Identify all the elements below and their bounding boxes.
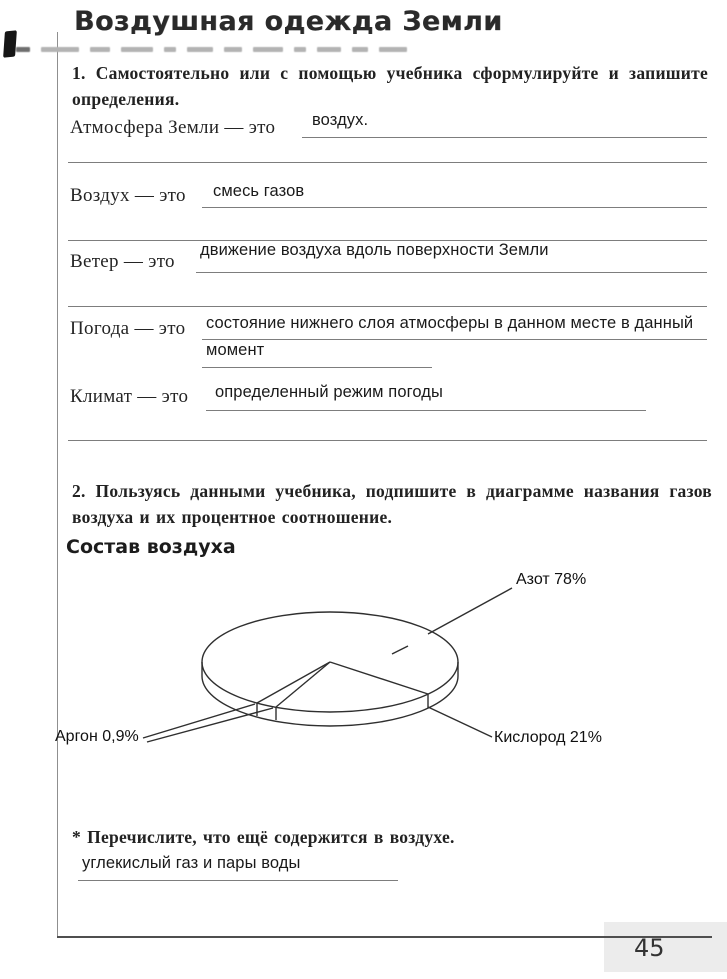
definition-term-climate: Климат — это — [70, 386, 189, 407]
answer-line — [302, 137, 707, 138]
noise-segment — [16, 47, 30, 52]
definition-answer-climate: определенный режим погоды — [215, 383, 443, 401]
definition-answer-atmosphere: воздух. — [312, 111, 369, 129]
extra-task-heading: * Перечислите, что ещё содержится в воздухе. — [72, 827, 455, 847]
definition-answer-air: смесь газов — [213, 182, 305, 200]
nitrogen-callout-line — [428, 588, 512, 634]
scan-shading — [604, 922, 727, 972]
noise-segment — [90, 47, 110, 52]
answer-line — [202, 207, 707, 208]
footer-line — [57, 936, 712, 938]
noise-segment — [187, 47, 213, 52]
noise-segment — [317, 47, 341, 52]
noise-segment — [294, 47, 306, 52]
definition-term-air: Воздух — это — [70, 185, 186, 206]
left-margin-line — [57, 32, 58, 936]
answer-line — [196, 272, 707, 273]
page-number: 45 — [634, 934, 665, 962]
answer-line — [202, 367, 432, 368]
argon-callout-line — [143, 704, 255, 738]
task2-heading: 2. Пользуясь данными учебника, подпишите в диаграмме названия газов воздуха и их процентное соотношение. — [72, 481, 712, 528]
answer-line — [68, 440, 707, 441]
answer-line — [78, 880, 398, 881]
page-title: Воздушная одежда Земли — [74, 6, 503, 37]
definition-answer-wind: движение воздуха вдоль поверхности Земли — [200, 241, 549, 259]
definition-answer-weather-line1: состояние нижнего слоя атмосферы в данном месте в данный — [206, 314, 694, 332]
answer-line — [68, 162, 707, 163]
answer-line — [206, 410, 646, 411]
definition-term-wind: Ветер — это — [70, 251, 175, 272]
noise-segment — [379, 47, 407, 52]
noise-segment — [224, 47, 242, 52]
blurred-imprint-text — [16, 40, 496, 50]
binding-mark-artifact — [3, 30, 17, 58]
extra-task-answer: углекислый газ и пары воды — [82, 854, 301, 872]
noise-segment — [41, 47, 79, 52]
chart-title: Состав воздуха — [66, 536, 236, 558]
definition-answer-weather-line2: момент — [206, 341, 265, 359]
answer-line — [202, 339, 707, 340]
noise-segment — [352, 47, 368, 52]
definition-term-weather: Погода — это — [70, 318, 186, 339]
answer-line — [68, 306, 707, 307]
noise-segment — [164, 47, 176, 52]
argon-callout-line — [147, 708, 273, 742]
pie-label-argon: Аргон 0,9% — [55, 728, 139, 745]
oxygen-callout-line — [428, 707, 492, 737]
noise-segment — [253, 47, 283, 52]
pie-label-nitrogen: Азот 78% — [516, 571, 587, 588]
task1-heading: 1. Самостоятельно или с помощью учебника сформулируйте и запишите определения. — [72, 63, 708, 110]
air-composition-pie-chart — [40, 555, 720, 780]
definition-term-atmosphere: Атмосфера Земли — это — [70, 117, 276, 138]
pie-label-oxygen: Кислород 21% — [494, 729, 602, 746]
noise-segment — [121, 47, 153, 52]
